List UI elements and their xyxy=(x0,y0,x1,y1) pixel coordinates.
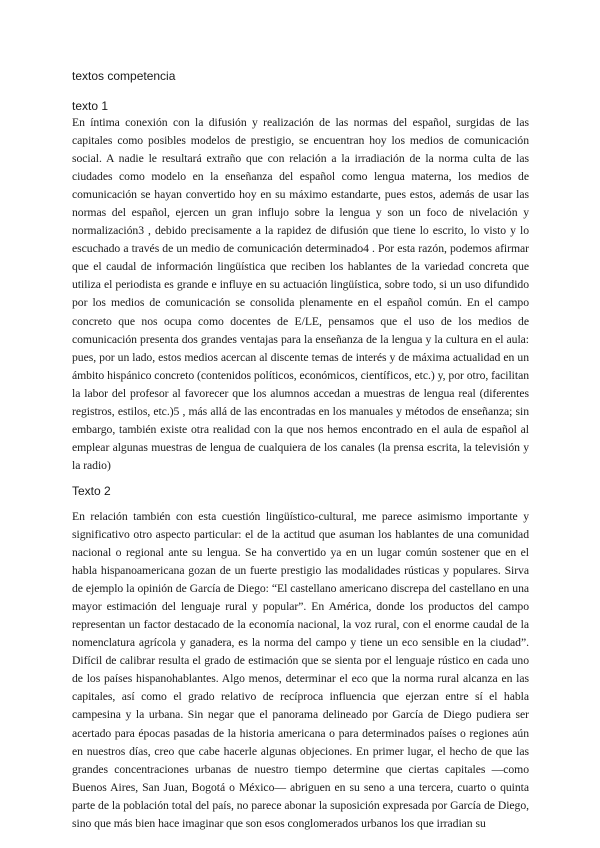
document-page xyxy=(72,68,529,833)
section-heading: Texto 2 xyxy=(72,483,111,498)
section-texto-1 xyxy=(72,98,529,475)
section-texto-2 xyxy=(72,483,529,833)
section-heading: texto 1 xyxy=(72,99,109,113)
section-paragraph: En relación también con esta cuestión lingüístico-cultural, me parece asimismo importante y significativo otro aspecto particular: el de la actitud que asuman los hablantes de una comunidad nacional o regional ante su lengua. Se ha convertido ya en un lugar común sostener que en el habla hispanoamericana gozan de un fuerte prestigio las modalidades rústicas y populares. Sirva de ejemplo la opinión de García de Diego: “El castellano americano discrepa del castellano en una mayor estimación del lenguaje rural y popular”. En América, donde los productos del campo representan un factor destacado de la economía nacional, la voz rural, con el enorme caudal de la nomenclatura agrícola y ganadera, es la norma del campo y tiene un eco sensible en la ciudad”. Difícil de calibrar resulta el grado de estimación que se sienta por el lenguaje rústico en cada uno de los países hispanohablantes. Algo menos, determinar el eco que la norma rural alcanza en las capitales, así como el grado relativo de recíproca influencia que ejerzan entre sí el habla campesina y la urbana. Sin negar que el panorama delineado por García de Diego pudiera ser acertado para épocas pasadas de la historia americana o para determinados países o regiones aún en nuestros días, creo que cabe hacerle algunas objeciones. En primer lugar, el hecho de que las grandes concentraciones urbanas de nuestro tiempo determine que ciertas capitales —como Buenos Aires, San Juan, Bogotá o México— abriguen en su seno a una tercera, cuarto o quinta parte de la población total del país, no parece abonar la suposición expresada por García de Diego, sino que más bien hace imaginar que son esos conglomerados urbanos los que irradian su xyxy=(72,509,529,830)
section-paragraph: En íntima conexión con la difusión y realización de las normas del español, surgidas de las capitales como posibles modelos de prestigio, se encuentran hoy los medios de comunicación social. A nadie le resultará extraño que con relación a la irradiación de la norma culta de las ciudades como modelo en la enseñanza del español como lengua materna, los medios de comunicación se hayan convertido hoy en su máximo estandarte, pues estos, además de usar las normas del español, ejercen un gran influjo sobre la lengua y son un foco de nivelación y normalización3 , debido precisamente a la rapidez de difusión que tiene lo escrito, lo visto y lo escuchado a través de un medio de comunicación determinado4 . Por esta razón, podemos afirmar que el caudal de información lingüística que reciben los hablantes de la variedad concreta que utiliza el periodista es grande e influye en su actuación lingüística, sobre todo, si un uso difundido por los medios de comunicación se consolida plenamente en el español común. En el campo concreto que nos ocupa como docentes de E/LE, pensamos que el uso de los medios de comunicación presenta dos grandes ventajas para la enseñanza de la lengua y la cultura en el aula: pues, por un lado, estos medios acercan al discente temas de interés y de máxima actualidad en un ámbito hispánico concreto (contenidos políticos, económicos, científicos, etc.) y, por otro, facilitan la labor del profesor al favorecer que los alumnos accedan a muestras de lengua real (diferentes registros, estilos, etc.)5 , más allá de las encontradas en los manuales y métodos de enseñanza; sin embargo, también existe otra realidad con la que nos hemos encontrado en el aula de español al emplear algunas muestras de lengua de cualquiera de los canales (la prensa escrita, la televisión y la radio) xyxy=(72,116,529,472)
document-title: textos competencia xyxy=(72,69,176,83)
